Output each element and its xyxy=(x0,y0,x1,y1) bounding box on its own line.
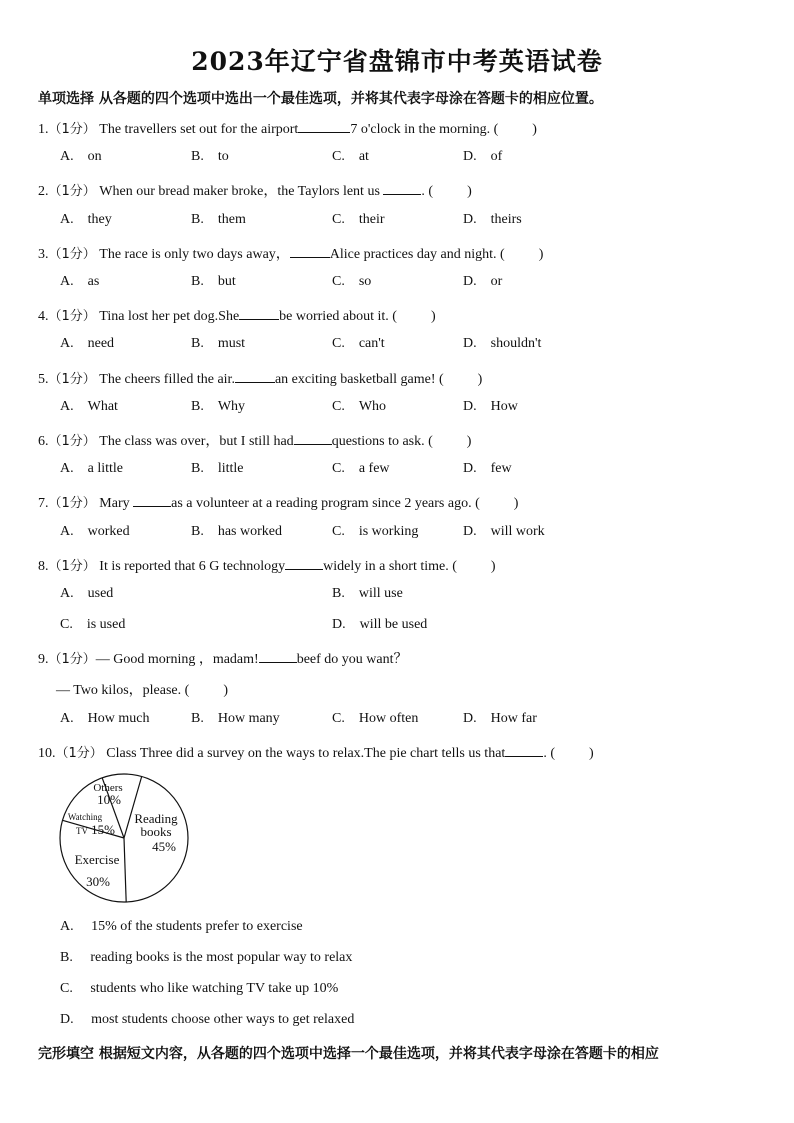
answer-blank xyxy=(290,243,330,258)
option-letter: C. xyxy=(332,524,345,539)
question-4 xyxy=(38,305,436,325)
option-d xyxy=(463,336,541,352)
option-letter: B. xyxy=(191,336,204,351)
option-text: will be used xyxy=(359,617,428,632)
option-text: so xyxy=(358,274,372,289)
option-letter: C. xyxy=(332,711,345,726)
option-text: or xyxy=(490,274,503,289)
option-text: How much xyxy=(87,711,150,726)
option-c xyxy=(332,149,369,165)
option-letter: C. xyxy=(332,149,345,164)
option-text: their xyxy=(358,212,385,227)
option-letter: B. xyxy=(191,524,204,539)
option-d xyxy=(463,524,545,540)
option-letter: C. xyxy=(332,336,345,351)
paren-close: ) xyxy=(538,247,544,262)
option-letter: D. xyxy=(463,461,477,476)
section-heading-cloze: 完形填空 根据短文内容，从各题的四个选项中选择一个最佳选项，并将其代表字母涂在答题卡的相应 xyxy=(38,1046,659,1062)
option-c xyxy=(332,524,418,540)
option-text: need xyxy=(87,336,115,351)
pie-label-tv: TV xyxy=(76,826,88,836)
option-text: as xyxy=(87,274,100,289)
option-b xyxy=(191,524,282,540)
question-number: 5. xyxy=(38,372,49,387)
question-text: The race is only two days away， xyxy=(99,247,290,262)
option-letter: D. xyxy=(463,212,477,227)
option-letter: A. xyxy=(60,586,74,601)
question-8 xyxy=(38,555,496,575)
question-5 xyxy=(38,368,482,388)
question-text: Tina lost her pet dog.She xyxy=(99,309,240,324)
question-6 xyxy=(38,430,471,450)
question-text: 7 o'clock in the morning. ( xyxy=(350,122,499,137)
option-d xyxy=(463,399,518,415)
option-b xyxy=(191,399,245,415)
option-text: is used xyxy=(86,617,126,632)
question-text: beef do you want？ xyxy=(296,652,408,667)
option-text: What xyxy=(87,399,118,414)
option-a xyxy=(60,336,114,352)
page-title: 2023年辽宁省盘锦市中考英语试卷 xyxy=(191,47,603,76)
answer-blank xyxy=(235,368,275,383)
option-text: a little xyxy=(87,461,124,476)
answer-blank xyxy=(298,118,350,133)
option-letter: D. xyxy=(463,524,477,539)
question-text: as a volunteer at a reading program since 2 years ago. ( xyxy=(171,496,480,511)
option-text: on xyxy=(87,149,102,164)
paren-close: ) xyxy=(430,309,436,324)
option-c xyxy=(332,399,386,415)
question-number: 10. xyxy=(38,746,56,761)
question-score: （1分） xyxy=(48,652,96,667)
option-letter: C. xyxy=(332,212,345,227)
option-text: Who xyxy=(358,399,387,414)
option-text: can't xyxy=(358,336,385,351)
paren-close: ) xyxy=(532,122,537,137)
question-text: widely in a short time. ( xyxy=(323,559,457,574)
option-a xyxy=(60,919,303,935)
option-text: is working xyxy=(358,524,419,539)
pie-label-watching: Watching xyxy=(67,812,103,822)
pie-label-reading: Reading xyxy=(134,811,178,826)
option-text: How far xyxy=(490,711,537,726)
option-c xyxy=(60,981,338,997)
option-letter: A. xyxy=(60,212,74,227)
option-letter: B. xyxy=(191,149,204,164)
option-a xyxy=(60,274,99,290)
option-c xyxy=(332,711,418,727)
option-c xyxy=(332,461,390,477)
question-3 xyxy=(38,243,543,263)
question-number: 4. xyxy=(38,309,49,324)
pie-label-reading-2: books xyxy=(140,824,172,839)
pie-value-watching: 15% xyxy=(91,822,115,837)
option-b xyxy=(191,336,245,352)
question-number: 8. xyxy=(38,559,49,574)
option-letter: B. xyxy=(191,711,204,726)
option-text: used xyxy=(87,586,114,601)
option-text: little xyxy=(217,461,244,476)
paren-close: ) xyxy=(477,372,483,387)
option-d xyxy=(463,212,522,228)
option-a xyxy=(60,524,130,540)
pie-label-exercise: Exercise xyxy=(74,852,120,867)
option-letter: A. xyxy=(60,524,74,539)
option-text: How xyxy=(490,399,518,414)
question-number: 7. xyxy=(38,496,49,511)
option-letter: A. xyxy=(60,711,74,726)
option-b xyxy=(332,586,403,602)
question-score: （1分） xyxy=(48,122,96,137)
option-letter: B. xyxy=(191,461,204,476)
option-b xyxy=(191,149,229,165)
question-text: be worried about it. ( xyxy=(279,309,397,324)
answer-blank xyxy=(239,305,279,320)
question-score: （1分） xyxy=(48,184,96,199)
option-text: must xyxy=(217,336,246,351)
question-score: （1分） xyxy=(48,559,96,574)
question-1 xyxy=(38,118,537,138)
pie-chart xyxy=(58,772,190,904)
option-letter: D. xyxy=(60,1012,74,1027)
option-text: a few xyxy=(358,461,390,476)
question-text: Mary xyxy=(99,496,130,511)
question-text: questions to ask. ( xyxy=(331,434,433,449)
pie-label-others: Others xyxy=(93,782,123,794)
option-text: How many xyxy=(217,711,280,726)
option-letter: D. xyxy=(463,399,477,414)
question-text: The travellers set out for the airport xyxy=(99,122,299,137)
option-letter: A. xyxy=(60,336,74,351)
option-a xyxy=(60,212,112,228)
answer-blank xyxy=(259,648,297,663)
option-d xyxy=(463,274,502,290)
option-d xyxy=(463,711,537,727)
question-score: （1分） xyxy=(55,746,103,761)
option-letter: D. xyxy=(463,274,477,289)
option-letter: C. xyxy=(60,981,73,996)
option-text: shouldn't xyxy=(490,336,542,351)
option-text: will work xyxy=(490,524,545,539)
question-text: The class was over，but I still had xyxy=(99,434,294,449)
question-number: 6. xyxy=(38,434,49,449)
option-letter: C. xyxy=(332,461,345,476)
question-7 xyxy=(38,492,518,512)
paren-close: ) xyxy=(490,559,496,574)
option-text: but xyxy=(217,274,236,289)
option-text: How often xyxy=(358,711,419,726)
option-text: 15% of the students prefer to exercise xyxy=(91,919,303,934)
question-text: — Good morning ，madam! xyxy=(95,652,259,667)
pie-value-exercise: 30% xyxy=(86,874,110,889)
option-c xyxy=(332,274,371,290)
option-letter: A. xyxy=(60,399,74,414)
question-text: When our bread maker broke，the Taylors lent us xyxy=(99,184,380,199)
option-text: will use xyxy=(358,586,403,601)
question-number: 9. xyxy=(38,652,49,667)
option-a xyxy=(60,149,102,165)
question-9-line-2 xyxy=(56,679,228,699)
option-c xyxy=(60,617,125,633)
option-text: they xyxy=(87,212,112,227)
question-text: . ( xyxy=(543,746,555,761)
option-text: Why xyxy=(217,399,246,414)
option-letter: B. xyxy=(332,586,345,601)
question-text: The cheers filled the air. xyxy=(99,372,235,387)
paren-close: ) xyxy=(223,683,228,698)
option-letter: C. xyxy=(332,274,345,289)
question-number: 3. xyxy=(38,247,49,262)
option-text: at xyxy=(358,149,369,164)
option-c xyxy=(332,336,385,352)
option-text: reading books is the most popular way to relax xyxy=(90,950,353,965)
option-letter: A. xyxy=(60,149,74,164)
option-b xyxy=(191,274,236,290)
answer-blank xyxy=(505,742,543,757)
option-c xyxy=(332,212,385,228)
question-score: （1分） xyxy=(48,372,96,387)
pie-value-others: 10% xyxy=(97,792,121,807)
question-score: （1分） xyxy=(48,496,96,511)
question-number: 2. xyxy=(38,184,49,199)
question-10 xyxy=(38,742,594,762)
question-text: Class Three did a survey on the ways to relax.The pie chart tells us that xyxy=(106,746,506,761)
option-d xyxy=(332,617,427,633)
question-text: It is reported that 6 G technology xyxy=(99,559,286,574)
question-2 xyxy=(38,180,472,200)
option-letter: D. xyxy=(463,336,477,351)
option-text: few xyxy=(490,461,512,476)
question-score: （1分） xyxy=(48,434,96,449)
paren-close: ) xyxy=(513,496,519,511)
option-letter: D. xyxy=(463,149,477,164)
option-a xyxy=(60,461,123,477)
question-number: 1. xyxy=(38,122,49,137)
option-text: of xyxy=(490,149,503,164)
option-letter: A. xyxy=(60,274,74,289)
paren-close: ) xyxy=(588,746,594,761)
section-heading-single-choice: 单项选择 从各题的四个选项中选出一个最佳选项，并将其代表字母涂在答题卡的相应位置。 xyxy=(38,91,603,107)
option-a xyxy=(60,586,113,602)
option-letter: C. xyxy=(60,617,73,632)
answer-blank xyxy=(133,492,171,507)
option-b xyxy=(191,212,246,228)
question-score: （1分） xyxy=(48,309,96,324)
option-b xyxy=(60,950,352,966)
question-score: （1分） xyxy=(48,247,96,262)
option-text: theirs xyxy=(490,212,522,227)
option-text: to xyxy=(217,149,229,164)
option-d xyxy=(463,149,502,165)
option-letter: B. xyxy=(191,212,204,227)
paren-close: ) xyxy=(467,184,472,199)
option-d xyxy=(60,1012,354,1028)
question-9 xyxy=(38,648,408,668)
answer-blank xyxy=(383,180,421,195)
option-b xyxy=(191,461,244,477)
pie-value-reading: 45% xyxy=(152,839,176,854)
option-text: them xyxy=(217,212,246,227)
question-text: Alice practices day and night. ( xyxy=(329,247,505,262)
answer-blank xyxy=(285,555,323,570)
option-b xyxy=(191,711,280,727)
answer-blank xyxy=(294,430,332,445)
option-text: most students choose other ways to get relaxed xyxy=(91,1012,355,1027)
question-text: — Two kilos，please. ( xyxy=(56,683,190,698)
question-text: an exciting basketball game! ( xyxy=(274,372,444,387)
option-letter: D. xyxy=(463,711,477,726)
option-text: has worked xyxy=(217,524,282,539)
option-letter: A. xyxy=(60,461,74,476)
option-a xyxy=(60,399,118,415)
question-text: . ( xyxy=(421,184,434,199)
option-d xyxy=(463,461,512,477)
option-letter: B. xyxy=(191,274,204,289)
option-letter: B. xyxy=(191,399,204,414)
paren-close: ) xyxy=(466,434,472,449)
option-letter: C. xyxy=(332,399,345,414)
option-letter: D. xyxy=(332,617,346,632)
option-text: students who like watching TV take up 10% xyxy=(90,981,339,996)
option-letter: B. xyxy=(60,950,73,965)
option-a xyxy=(60,711,149,727)
option-text: worked xyxy=(87,524,130,539)
option-letter: A. xyxy=(60,919,74,934)
